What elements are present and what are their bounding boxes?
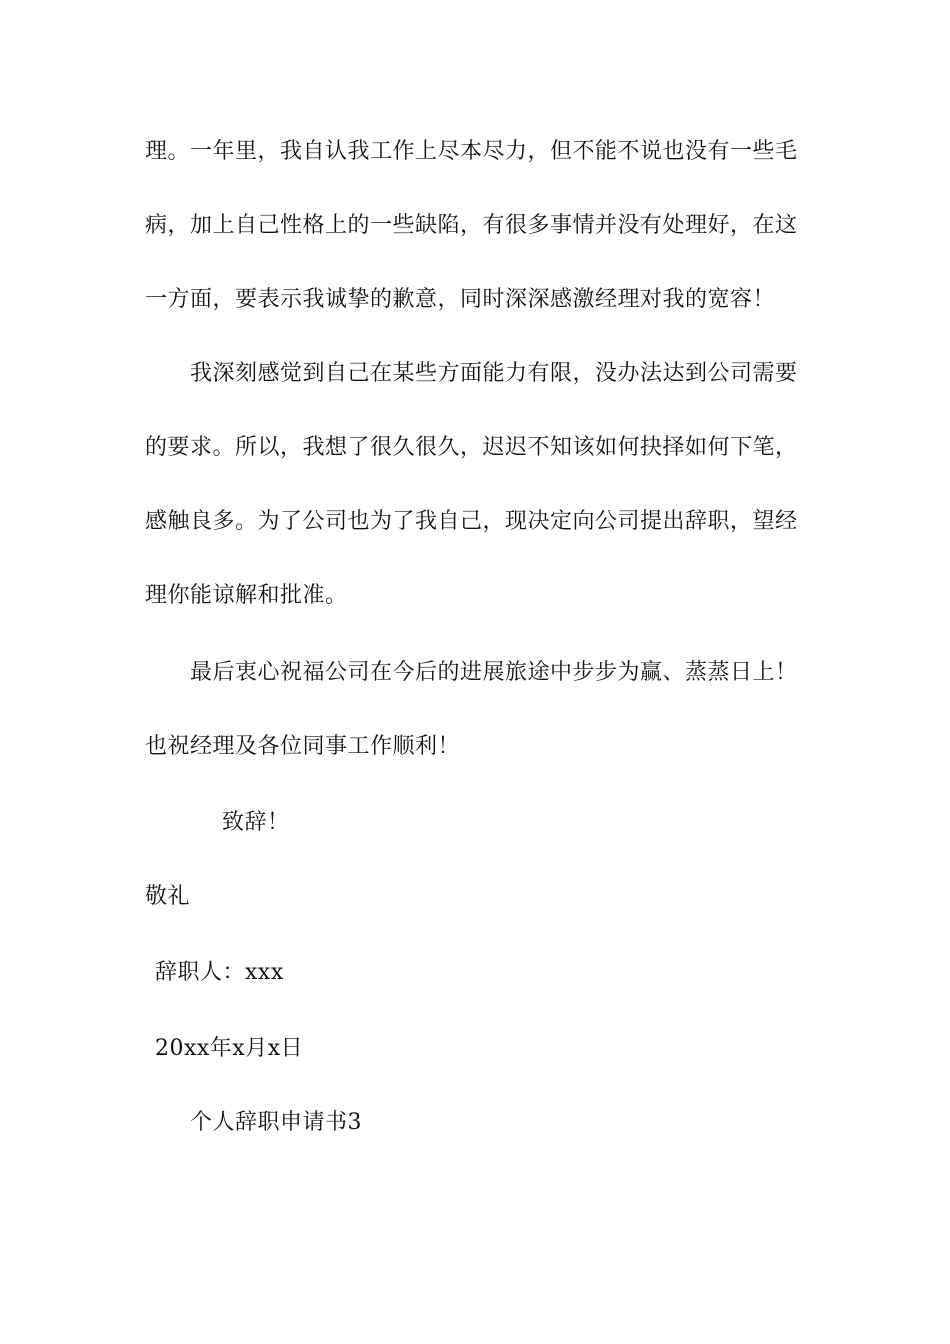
paragraph-line: 病，加上自己性格上的一些缺陷，有很多事情并没有处理好，在这 <box>145 213 798 238</box>
paragraph-line: 的要求。所以，我想了很久很久，迟迟不知该如何抉择如何下笔， <box>145 435 798 460</box>
paragraph-line: 我深刻感觉到自己在某些方面能力有限，没办法达到公司需要 <box>190 361 798 386</box>
salutation: 敬礼 <box>145 884 191 909</box>
signer: 辞职人：xxx <box>155 960 284 985</box>
section-title: 个人辞职申请书3 <box>190 1110 362 1135</box>
closing-phrase: 致辞！ <box>222 810 290 835</box>
paragraph-line: 一方面，要表示我诚挚的歉意，同时深深感激经理对我的宽容！ <box>145 287 776 312</box>
date-line: 20xx年x月x日 <box>155 1036 304 1061</box>
paragraph-line: 理你能谅解和批准。 <box>145 583 348 608</box>
paragraph-line: 也祝经理及各位同事工作顺利！ <box>145 734 461 759</box>
paragraph-line: 感触良多。为了公司也为了我自己，现决定向公司提出辞职，望经 <box>145 509 798 534</box>
paragraph-line: 理。一年里，我自认我工作上尽本尽力，但不能不说也没有一些毛 <box>145 139 798 164</box>
paragraph-line: 最后衷心祝福公司在今后的进展旅途中步步为赢、蒸蒸日上！ <box>190 660 798 685</box>
